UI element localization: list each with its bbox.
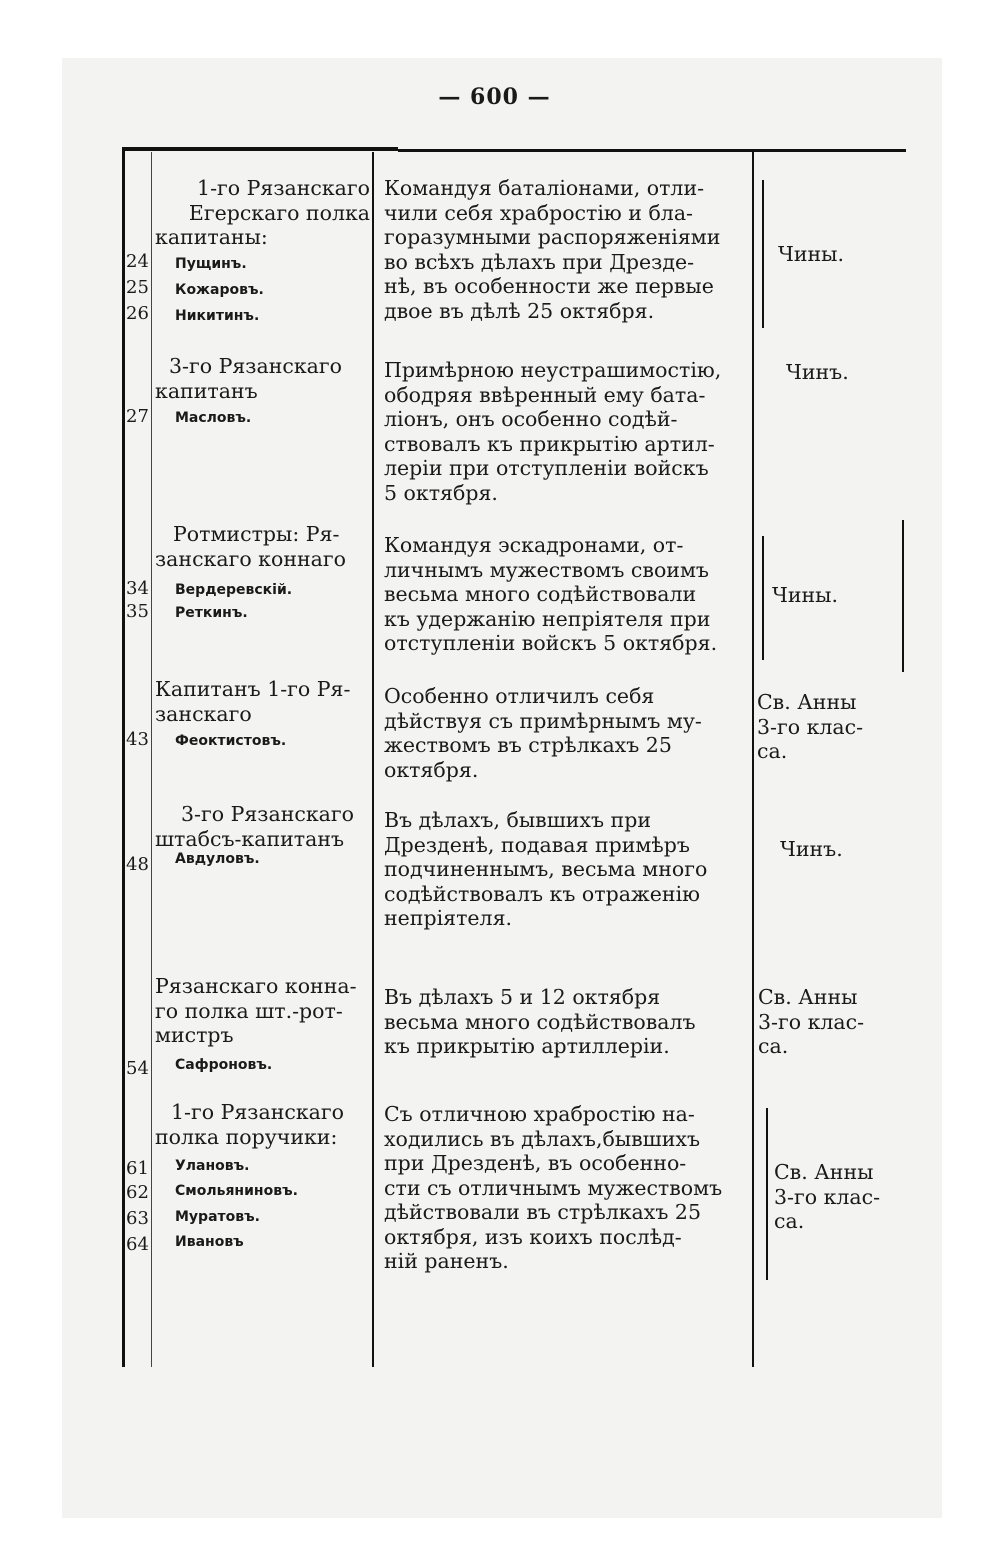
entry-number: 24 <box>126 251 149 272</box>
name-column-divider <box>372 152 374 1367</box>
entry-header: Рязанскаго конна- го полка шт.-рот- мистръ <box>155 974 357 1047</box>
person-name: Вердеревскій. <box>175 582 293 598</box>
entry-header: 3-го Рязанскаго капитанъ <box>155 354 342 403</box>
award: Св. Анны 3-го клас- са. <box>758 985 865 1058</box>
entry-header: Ротмистры: Ря- занскаго коннаго <box>155 522 346 571</box>
entry-description: Въ дѣлахъ, бывшихъ при Дрезденѣ, подавая примѣръ подчиненнымъ, весьма много содѣйствовалъ къ отраженію непріятеля. <box>384 808 708 930</box>
person-name: Улановъ. <box>175 1158 250 1174</box>
person-name: Смольяниновъ. <box>175 1183 298 1199</box>
entry-number: 25 <box>126 277 149 298</box>
person-name: Масловъ. <box>175 410 252 426</box>
entry-number: 26 <box>126 303 149 324</box>
award: Чины. <box>772 583 839 607</box>
entry-header: 1-го Рязанскаго полка поручики: <box>155 1100 344 1149</box>
page-number: — 600 — <box>438 84 551 110</box>
person-name: Реткинъ. <box>175 605 248 621</box>
table-top-rule-left <box>122 147 398 151</box>
entry-number: 43 <box>126 729 149 750</box>
entry-header: Капитанъ 1-го Ря- занскаго <box>155 677 351 726</box>
award: Св. Анны 3-го клас- са. <box>774 1160 881 1233</box>
entry-number: 63 <box>126 1208 149 1229</box>
entry-description: Примѣрною неустрашимостію, ободряя ввѣренный ему бата- ліонъ, онъ особенно содѣй- ствовалъ къ прикрытію артил- леріи при отступленіи войскъ 5 октября. <box>384 358 722 505</box>
entry-number: 48 <box>126 854 149 875</box>
person-name: Кожаровъ. <box>175 282 264 298</box>
award: Чинъ. <box>786 360 849 384</box>
entry-number: 35 <box>126 601 149 622</box>
person-name: Муратовъ. <box>175 1209 260 1225</box>
entry-number: 62 <box>126 1182 149 1203</box>
table-top-rule-right <box>398 149 906 152</box>
entry-description: Командуя эскадронами, от- личнымъ мужествомъ своимъ весьма много содѣйствовали къ удержанію непріятеля при отступленіи войскъ 5 октября. <box>384 533 718 655</box>
award-brace <box>762 180 764 328</box>
person-name: Ивановъ <box>175 1234 244 1250</box>
entry-header: 3-го Рязанскаго штабсъ-капитанъ <box>155 802 354 851</box>
person-name: Авдуловъ. <box>175 851 260 867</box>
person-name: Пущинъ. <box>175 256 247 272</box>
award-brace <box>762 536 764 660</box>
award-brace <box>766 1108 768 1280</box>
entry-description: Въ дѣлахъ 5 и 12 октября весьма много содѣйствовалъ къ прикрытію артиллеріи. <box>384 985 696 1058</box>
entry-description: Съ отличною храбростію на- ходились въ дѣлахъ,бывшихъ при Дрезденѣ, въ особенно- сти съ отличнымъ мужествомъ дѣйствовали въ стрѣлкахъ 25 октября, изъ коихъ послѣд- ній раненъ. <box>384 1102 723 1273</box>
person-name: Сафроновъ. <box>175 1057 273 1073</box>
entry-number: 54 <box>126 1058 149 1079</box>
entry-header: 1-го Рязанскаго Егерскаго полка капитаны: <box>155 176 370 249</box>
entry-number: 27 <box>126 406 149 427</box>
entry-description: Командуя баталіонами, отли- чили себя храбростію и бла- горазумными распоряженіями во всѣхъ дѣлахъ при Дрезде- нѣ, въ особенности же первые двое въ дѣлѣ 25 октября. <box>384 176 721 323</box>
description-column-divider <box>752 152 754 1367</box>
award: Чины. <box>778 242 845 266</box>
award: Св. Анны 3-го клас- са. <box>757 690 864 763</box>
person-name: Никитинъ. <box>175 308 260 324</box>
entry-number: 34 <box>126 578 149 599</box>
award: Чинъ. <box>780 837 843 861</box>
entry-number: 61 <box>126 1158 149 1179</box>
table-left-border <box>122 147 125 1367</box>
right-border-fragment <box>902 520 904 672</box>
person-name: Феоктистовъ. <box>175 733 287 749</box>
entry-number: 64 <box>126 1234 149 1255</box>
entry-description: Особенно отличилъ себя дѣйствуя съ примѣрнымъ му- жествомъ въ стрѣлкахъ 25 октября. <box>384 684 702 782</box>
